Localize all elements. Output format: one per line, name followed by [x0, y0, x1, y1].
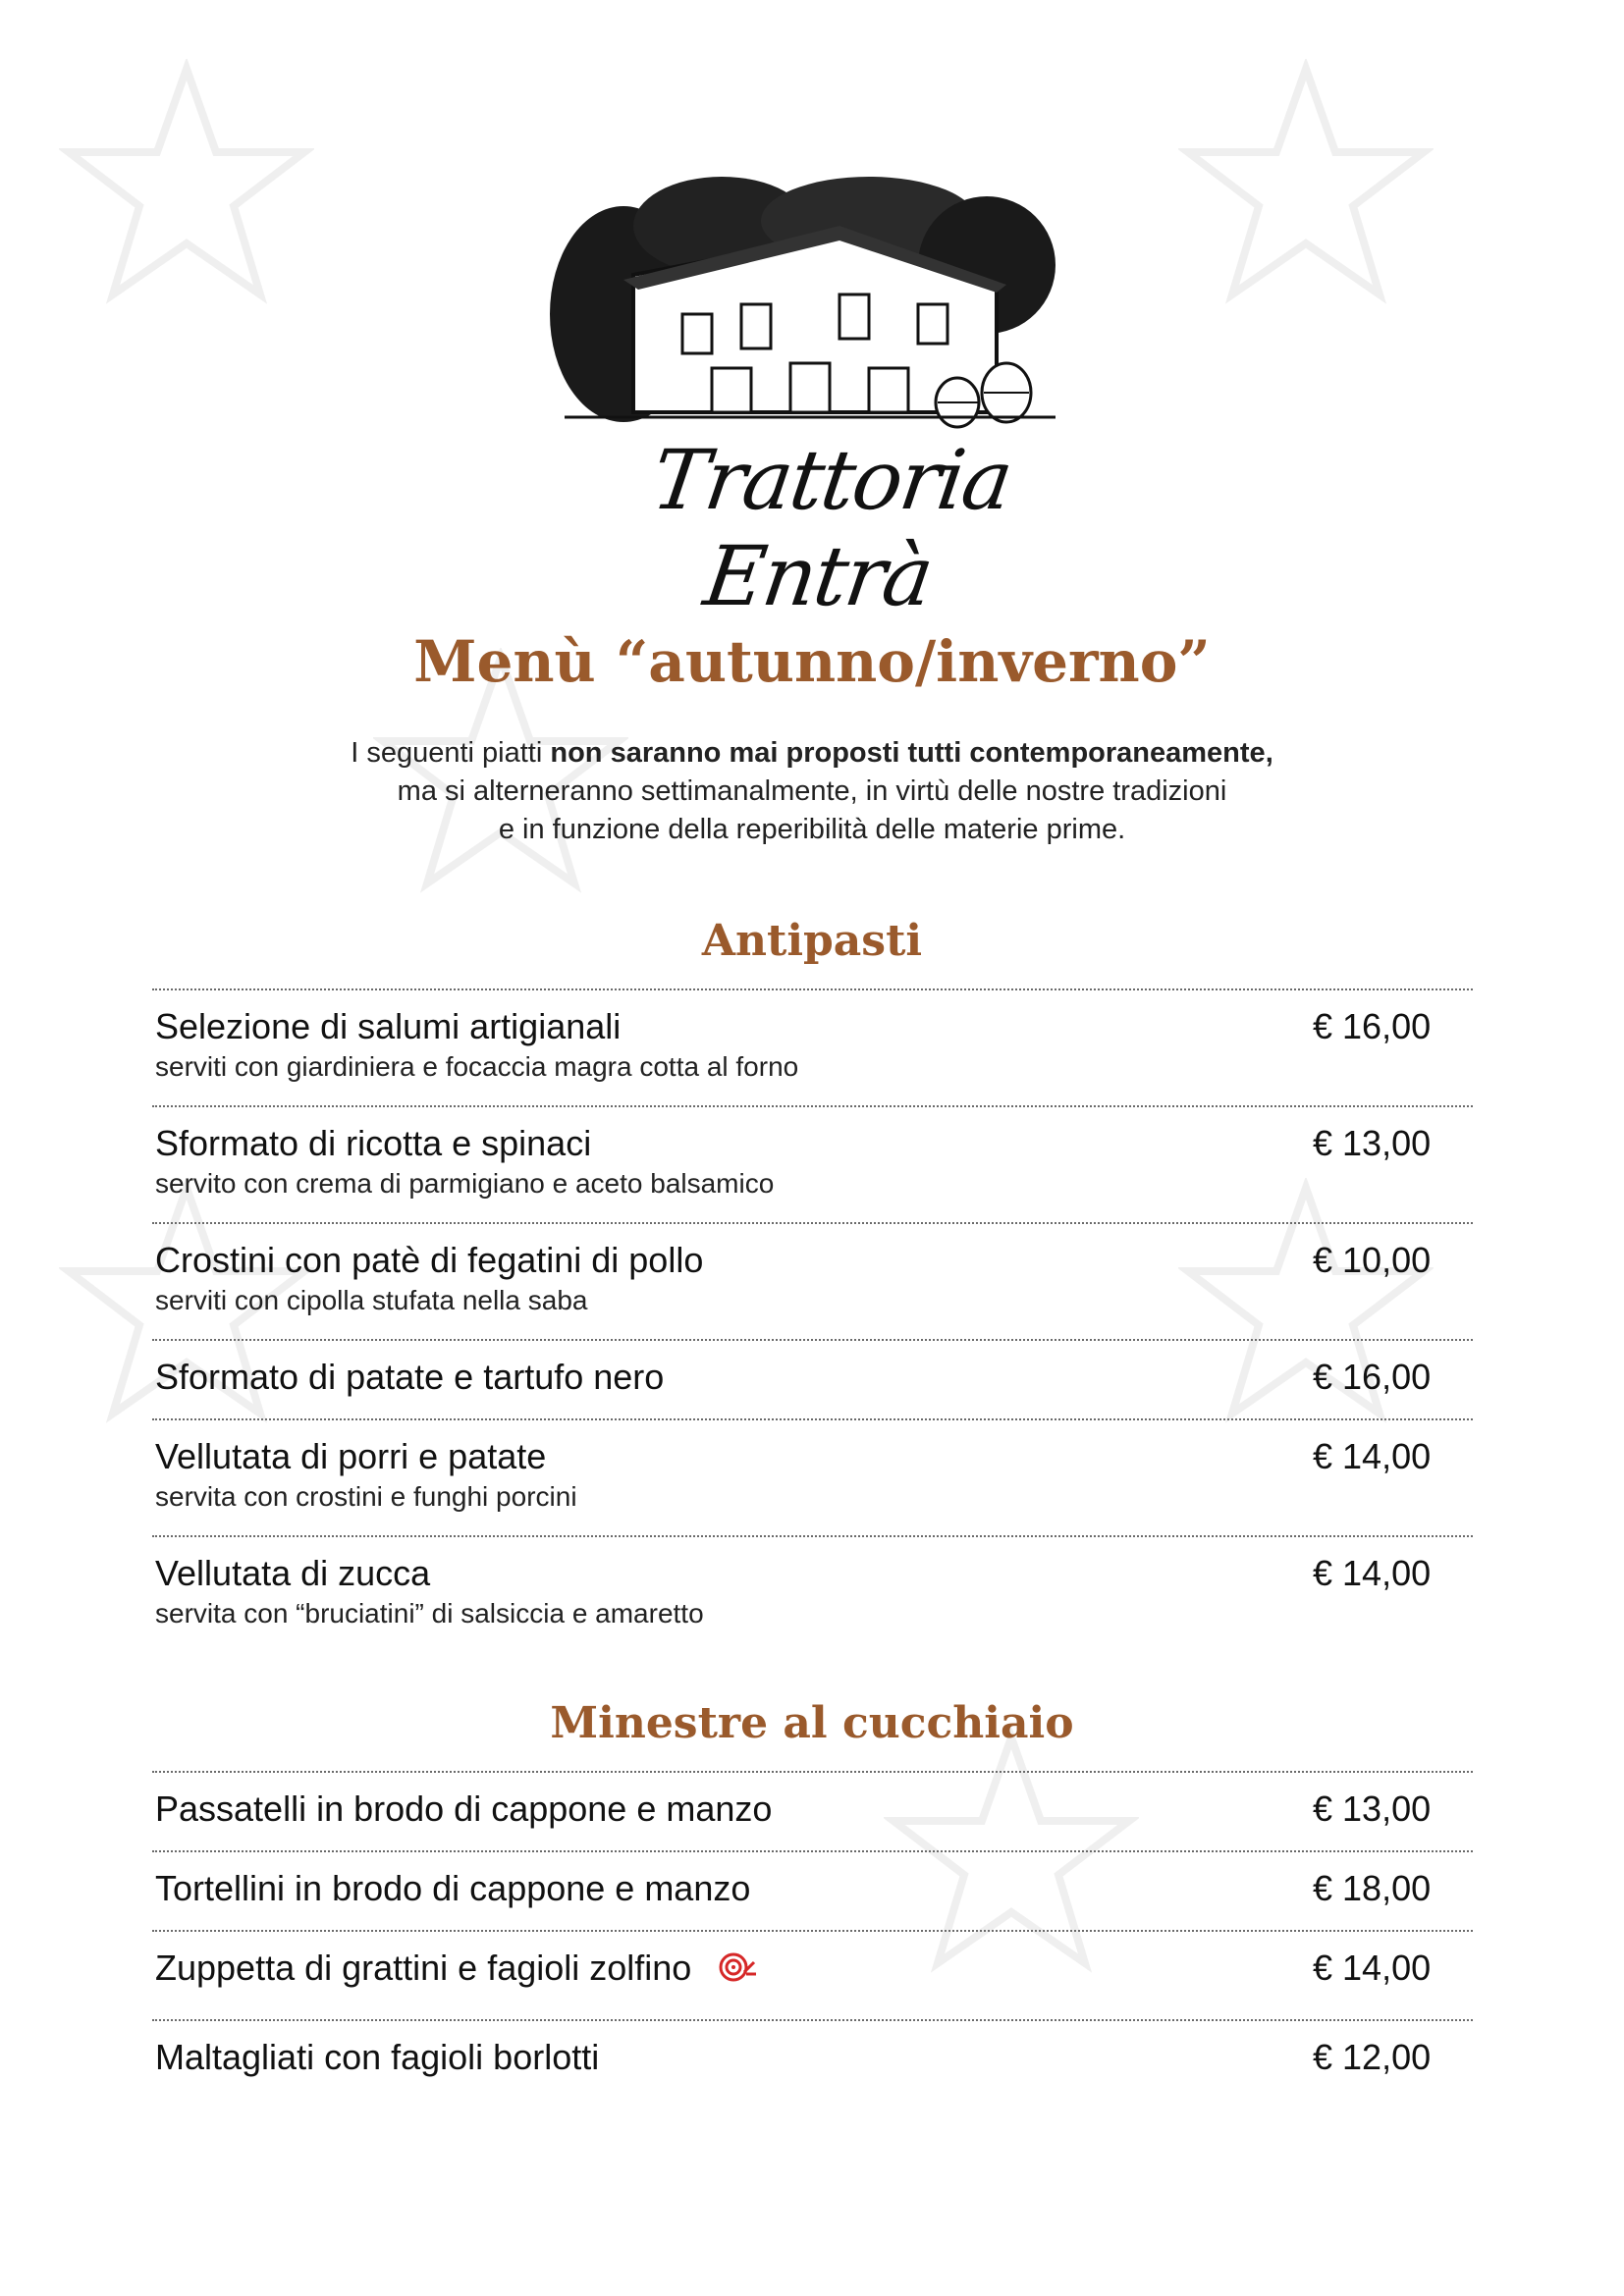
- intro-line-2: ma si alterneranno settimanalmente, in virtù delle nostre tradizioni: [397, 775, 1227, 807]
- dish-description: servita con “bruciatini” di salsiccia e amaretto: [155, 1598, 704, 1629]
- dish-price: € 13,00: [1313, 1789, 1432, 1829]
- list-item: [152, 1535, 1473, 1652]
- dish-price: € 18,00: [1313, 1868, 1432, 1908]
- dish-name: Vellutata di porri e patate: [155, 1436, 547, 1476]
- intro-text: [0, 734, 1624, 849]
- list-item: [152, 1418, 1473, 1535]
- minestre-list: [152, 1771, 1473, 2099]
- dish-name: Sformato di ricotta e spinaci: [155, 1123, 592, 1163]
- dish-name: Tortellini in brodo di cappone e manzo: [155, 1868, 751, 1908]
- dish-description: servito con crema di parmigiano e aceto balsamico: [155, 1168, 775, 1199]
- dish-description: serviti con giardiniera e focaccia magra cotta al forno: [155, 1051, 799, 1082]
- slow-food-snail-icon: [719, 1949, 758, 1991]
- dish-price: € 13,00: [1313, 1123, 1432, 1163]
- dish-price: € 16,00: [1313, 1006, 1432, 1046]
- dish-price: € 16,00: [1313, 1357, 1432, 1397]
- dish-price: € 12,00: [1313, 2037, 1432, 2077]
- dish-name: Passatelli in brodo di cappone e manzo: [155, 1789, 773, 1829]
- logo-wordmark: Trattoria Entrà: [646, 432, 1017, 624]
- dish-name: Sformato di patate e tartufo nero: [155, 1357, 665, 1397]
- dish-name: Maltagliati con fagioli borlotti: [155, 2037, 600, 2077]
- intro-line-3: e in funzione della reperibilità delle materie prime.: [498, 814, 1126, 845]
- dish-price: € 10,00: [1313, 1240, 1432, 1280]
- list-item: [152, 988, 1473, 1105]
- watermark: [59, 59, 314, 318]
- intro-line-1: I seguenti piatti non saranno mai proposti tutti contemporaneamente,: [351, 737, 1273, 769]
- section-title-antipasti: Antipasti: [701, 916, 923, 966]
- section-title-minestre: Minestre al cucchiaio: [550, 1698, 1074, 1748]
- dish-name: [155, 1948, 758, 1991]
- list-item: [152, 1339, 1473, 1418]
- list-item: [152, 1105, 1473, 1222]
- dish-name: Crostini con patè di fegatini di pollo: [155, 1240, 704, 1280]
- list-item: [152, 1930, 1473, 2019]
- dish-name-text: Zuppetta di grattini e fagioli zolfino: [155, 1948, 692, 1988]
- dish-price: € 14,00: [1313, 1948, 1432, 1988]
- dish-price: € 14,00: [1313, 1553, 1432, 1593]
- dish-description: servita con crostini e funghi porcini: [155, 1481, 577, 1512]
- watermark: [1178, 59, 1434, 318]
- menu-title: Menù “autunno/inverno”: [413, 628, 1211, 695]
- list-item: [152, 2019, 1473, 2099]
- dish-name: Vellutata di zucca: [155, 1553, 431, 1593]
- antipasti-list: [152, 988, 1473, 1652]
- dish-description: serviti con cipolla stufata nella saba: [155, 1285, 588, 1315]
- list-item: [152, 1771, 1473, 1850]
- list-item: [152, 1850, 1473, 1930]
- list-item: [152, 1222, 1473, 1339]
- dish-price: € 14,00: [1313, 1436, 1432, 1476]
- dish-name: Selezione di salumi artigianali: [155, 1006, 622, 1046]
